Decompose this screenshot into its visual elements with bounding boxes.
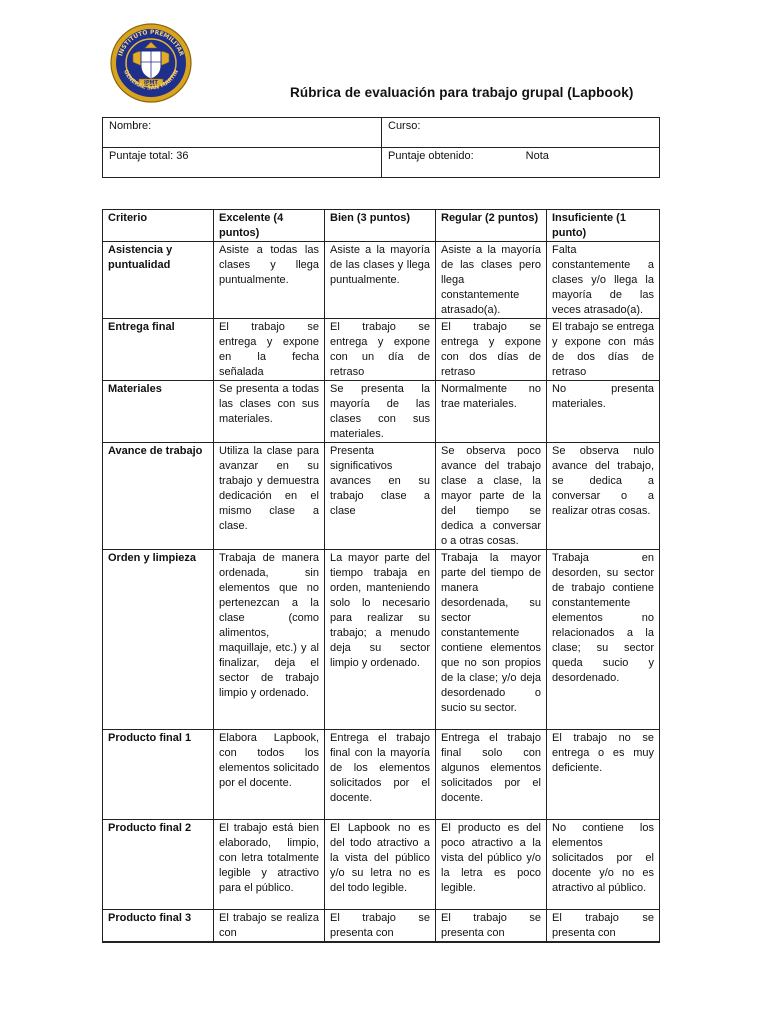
- seal-emblem-icon: [103, 22, 199, 104]
- excelente-cell: El trabajo se realiza con: [214, 910, 325, 943]
- rubric-row: [103, 242, 660, 319]
- rubric-header-row: [103, 210, 660, 242]
- info-row: [103, 148, 660, 178]
- rubric-row: [103, 910, 660, 943]
- criterio-cell: Producto final 2: [103, 820, 214, 910]
- insuficiente-cell: El trabajo se presenta con: [547, 910, 660, 943]
- criterio-cell: Producto final 1: [103, 730, 214, 820]
- rubric-row: [103, 381, 660, 443]
- insuficiente-cell: Falta constantemente a clases y/o llega la mayoría de las veces atrasado(a).: [547, 242, 660, 319]
- regular-cell: Se observa poco avance del trabajo clase a clase, la mayor parte de la del tiempo se dedica a conversar o a otras cosas.: [436, 443, 547, 550]
- bien-cell: La mayor parte del tiempo trabaja en orden, manteniendo solo lo necesario para realizar su trabajo; a menudo deja su sector limpio y ordenado.: [325, 550, 436, 730]
- insuficiente-cell: Trabaja en desorden, su sector de trabajo contiene constantemente elementos no relacionados a la clase; su sector queda sucio y desordenado.: [547, 550, 660, 730]
- rubric-row: [103, 319, 660, 381]
- regular-cell: El trabajo se entrega y expone con dos días de retraso: [436, 319, 547, 381]
- criterio-cell: Materiales: [103, 381, 214, 443]
- header-excelente: Excelente (4 puntos): [214, 210, 325, 242]
- criterio-cell: Producto final 3: [103, 910, 214, 943]
- nombre-field: Nombre:: [103, 118, 382, 148]
- curso-field: Curso:: [382, 118, 660, 148]
- document-title: Rúbrica de evaluación para trabajo grupal (Lapbook): [290, 85, 634, 100]
- regular-cell: Asiste a la mayoría de las clases pero llega constantemente atrasado(a).: [436, 242, 547, 319]
- insuficiente-cell: No presenta materiales.: [547, 381, 660, 443]
- excelente-cell: Utiliza la clase para avanzar en su trabajo y demuestra dedicación en el mismo clase a clase.: [214, 443, 325, 550]
- info-row: [103, 118, 660, 148]
- regular-cell: El trabajo se presenta con: [436, 910, 547, 943]
- rubric-row: [103, 820, 660, 910]
- regular-cell: El producto es del poco atractivo a la vista del público y/o la letra es poco legible.: [436, 820, 547, 910]
- header-insuficiente: Insuficiente (1 punto): [547, 210, 660, 242]
- svg-text:GENERAL SAN MARTIN: GENERAL SAN MARTIN: [122, 69, 180, 92]
- puntaje-obtenido-label: Puntaje obtenido:: [388, 150, 474, 162]
- header-criterio: Criterio: [103, 210, 214, 242]
- regular-cell: Normalmente no trae materiales.: [436, 381, 547, 443]
- insuficiente-cell: Se observa nulo avance del trabajo, se dedica a conversar o a realizar otras cosas.: [547, 443, 660, 550]
- institute-seal-logo: [103, 22, 199, 104]
- excelente-cell: Se presenta a todas las clases con sus materiales.: [214, 381, 325, 443]
- excelente-cell: Trabaja de manera ordenada, sin elementos que no pertenezcan a la clase (como alimentos, maquillaje, etc.) y al finalizar, deja el sector de trabajo limpio y ordenado.: [214, 550, 325, 730]
- criterio-cell: Avance de trabajo: [103, 443, 214, 550]
- puntaje-total-field: Puntaje total: 36: [103, 148, 382, 178]
- rubric-table: [102, 209, 660, 943]
- insuficiente-cell: No contiene los elementos solicitados por el docente y/o no es atractivo al público.: [547, 820, 660, 910]
- bien-cell: Entrega el trabajo final con la mayoría de los elementos solicitados por el docente.: [325, 730, 436, 820]
- svg-text:INSTITUTO PREMILITAR: INSTITUTO PREMILITAR: [117, 28, 185, 57]
- puntaje-obtenido-field: [382, 148, 660, 178]
- bien-cell: El trabajo se presenta con: [325, 910, 436, 943]
- regular-cell: Entrega el trabajo final solo con algunos elementos solicitados por el docente.: [436, 730, 547, 820]
- bien-cell: El Lapbook no es del todo atractivo a la vista del público y/o su letra no es del todo legible.: [325, 820, 436, 910]
- rubric-row: [103, 443, 660, 550]
- bien-cell: Asiste a la mayoría de las clases y llega puntualmente.: [325, 242, 436, 319]
- rubric-row: [103, 550, 660, 730]
- excelente-cell: Elabora Lapbook, con todos los elementos solicitado por el docente.: [214, 730, 325, 820]
- criterio-cell: Asistencia y puntualidad: [103, 242, 214, 319]
- bien-cell: Presenta significativos avances en su trabajo clase a clase: [325, 443, 436, 550]
- nota-label: Nota: [525, 150, 549, 162]
- bien-cell: Se presenta la mayoría de las clases con sus materiales.: [325, 381, 436, 443]
- header-regular: Regular (2 puntos): [436, 210, 547, 242]
- criterio-cell: Orden y limpieza: [103, 550, 214, 730]
- bien-cell: El trabajo se entrega y expone con un día de retraso: [325, 319, 436, 381]
- excelente-cell: El trabajo se entrega y expone en la fecha señalada: [214, 319, 325, 381]
- student-info-table: [102, 117, 660, 178]
- excelente-cell: El trabajo está bien elaborado, limpio, con letra totalmente legible y atractivo para el público.: [214, 820, 325, 910]
- insuficiente-cell: El trabajo se entrega y expone con más de dos días de retraso: [547, 319, 660, 381]
- insuficiente-cell: El trabajo no se entrega o es muy deficiente.: [547, 730, 660, 820]
- svg-text:IPMT: IPMT: [144, 80, 158, 86]
- header-bien: Bien (3 puntos): [325, 210, 436, 242]
- criterio-cell: Entrega final: [103, 319, 214, 381]
- rubric-row: [103, 730, 660, 820]
- regular-cell: Trabaja la mayor parte del tiempo de manera desordenada, su sector constantemente contiene elementos que no son propios de la clase; y/o deja desordenado o sucio su sector.: [436, 550, 547, 730]
- excelente-cell: Asiste a todas las clases y llega puntualmente.: [214, 242, 325, 319]
